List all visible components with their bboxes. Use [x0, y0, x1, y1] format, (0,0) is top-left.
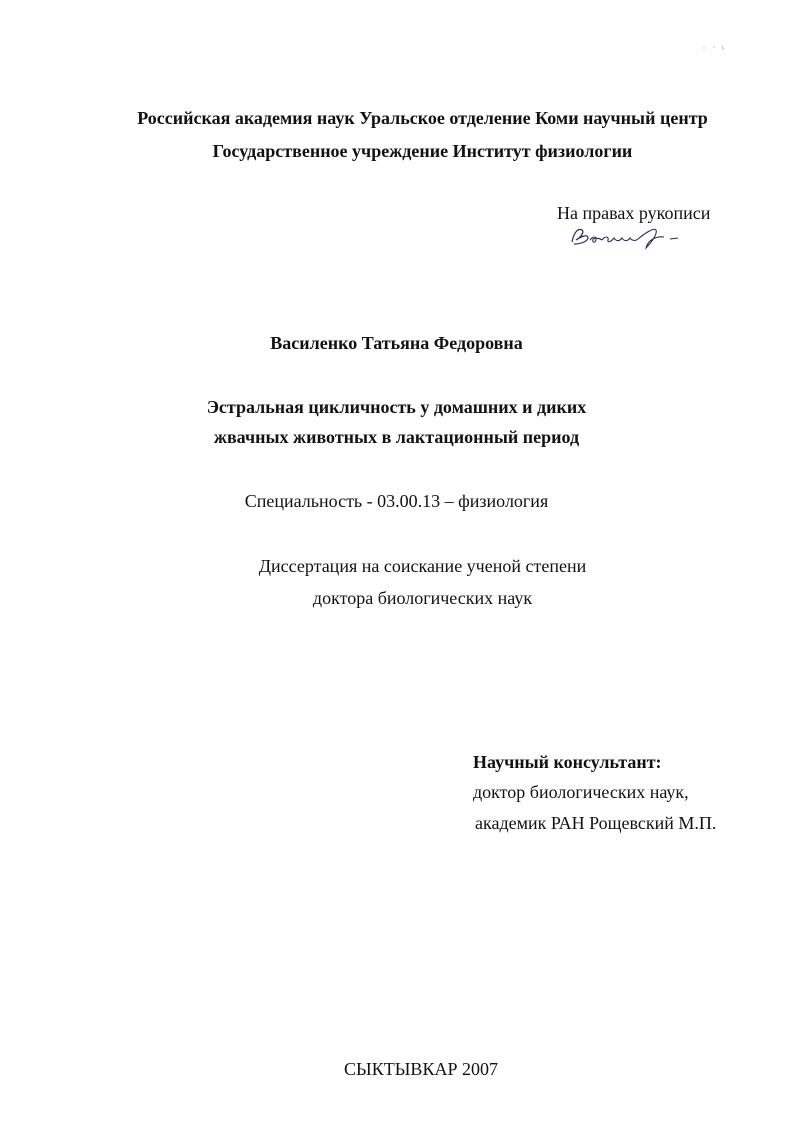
- consultant-degree: доктор биологических наук,: [473, 782, 689, 802]
- city-year: СЫКТЫВКАР 2007: [344, 1059, 498, 1079]
- author-name: Василенко Татьяна Федоровна: [270, 333, 523, 353]
- thesis-title-line-2: жвачных животных в лактационный период: [213, 427, 580, 447]
- scan-artifact-mark: [700, 44, 730, 52]
- institution-line-1: Российская академия наук Уральское отделение Коми научный центр: [137, 108, 708, 128]
- rights-note: На правах рукописи: [557, 203, 711, 223]
- degree-line-2: доктора биологических наук: [312, 588, 533, 608]
- consultant-heading: Научный консультант:: [473, 752, 662, 772]
- institution-line-2: Государственное учреждение Институт физиологии: [212, 141, 633, 161]
- specialty: Специальность - 03.00.13 – физиология: [244, 491, 549, 511]
- thesis-title-line-1: Эстральная цикличность у домашних и диких: [206, 397, 587, 417]
- consultant-name: академик РАН Рощевский М.П.: [475, 813, 717, 833]
- handwritten-signature: [566, 224, 686, 250]
- degree-line-1: Диссертация на соискание ученой степени: [258, 556, 587, 576]
